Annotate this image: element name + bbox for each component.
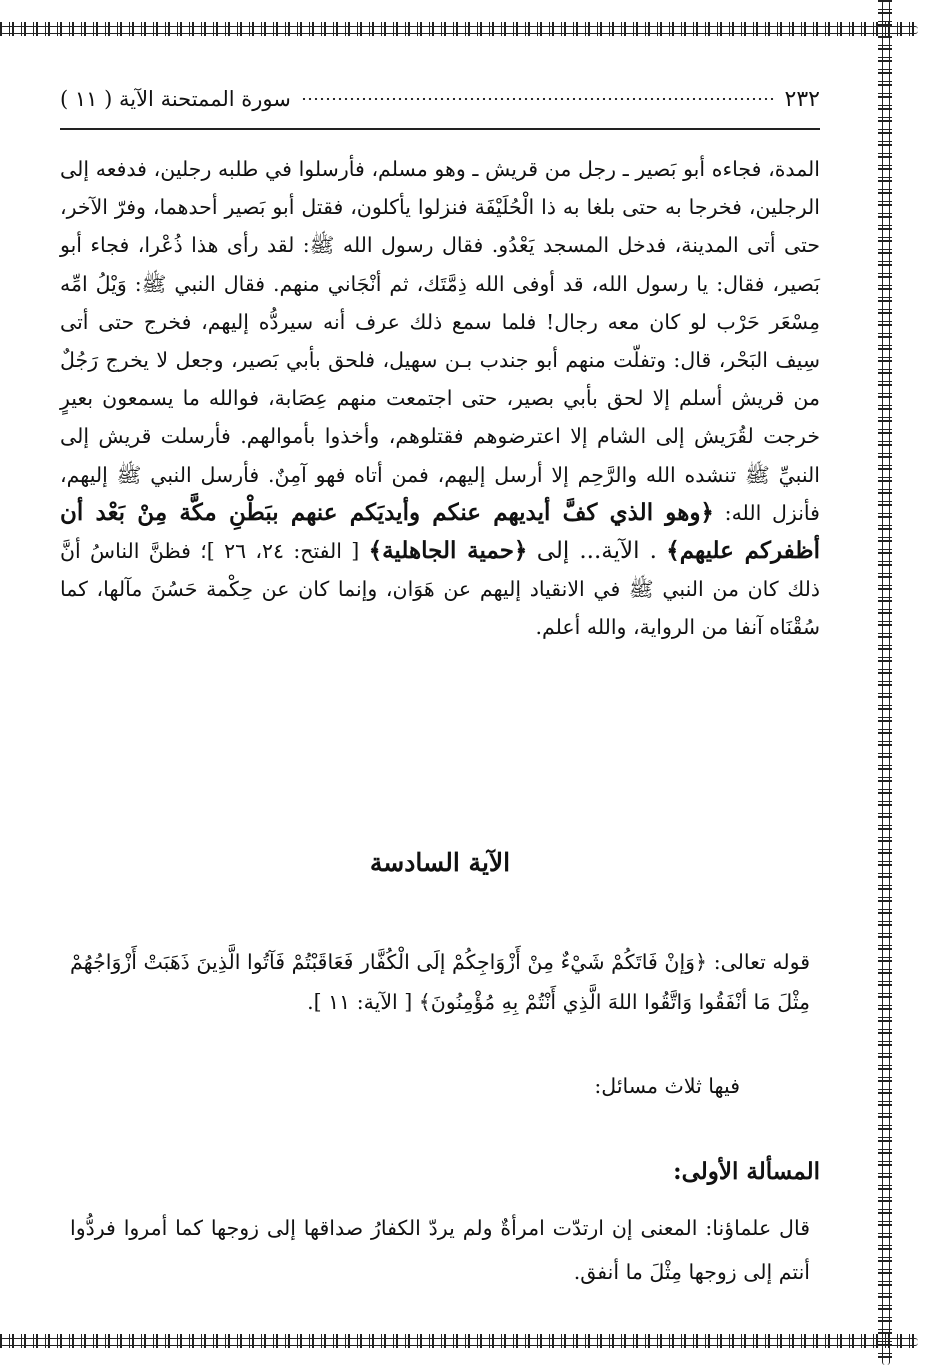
running-title: سورة الممتحنة الآية ( ١١ ) (60, 87, 291, 111)
paragraph-text-middle: . الآية... إلى (536, 538, 657, 565)
body-paragraph (60, 150, 820, 647)
issue-paragraph (70, 1206, 810, 1294)
running-header (60, 82, 820, 116)
ornamental-border-right (878, 0, 892, 1365)
quran-quote-2: ﴿حمية الجاهلية﴾ (368, 537, 528, 565)
issue-heading: المسألة الأولى: (673, 1158, 820, 1185)
verse-paragraph (70, 942, 810, 1022)
header-rule (60, 128, 820, 130)
quran-quote: ﴿وهو الذي كفَّ أيديهم عنكم وأيديَكم عنهم ببَطْنِ مكَّة مِنْ بَعْد أن أظفركم عليهم﴾ (60, 498, 820, 565)
verse-intro: قوله تعالى: (713, 950, 810, 974)
page-number: ٢٣٢ (784, 86, 820, 112)
paragraph-text-continued: [ الفتح: ٢٤، ٢٦ ]؛ فظنَّ الناسُ أنَّ ذلك كان من النبي ﷺ في الانقياد إليهم عن هَوَان، وإنما كان عن حِكْمة حَسُنَ مآلها، كما سُقْنَاه آنفا من الرواية، والله أعلم. (60, 539, 820, 640)
issues-count: فيها ثلاث مسائل: (594, 1074, 740, 1098)
paragraph-text: المدة، فجاءه أبو بَصير ـ رجل من قريش ـ وهو مسلم، فأرسلوا في طلبه رجلين، فدفعه إلى الرجلين، فخرجا به حتى بلغا به ذا الْحُلَيْفَة فنزلوا يأكلون، فقتل أبو بَصير أحدهما، وفرّ الآخر، حتى أتى المدينة، فدخل المسجد يَعْدُو. فقال رسول الله ﷺ: لقد رأى هذا ذُعْرا، فجاء أبو بَصير، فقال: يا رسول الله، قد أوفى الله ذِمَّتَك، ثم أنْجَاني منهم. فقال النبي ﷺ: وَيْلُ امِّه مِسْعَر حَرْب لو كان معه رجال! فلما سمع ذلك عرف أنه سيردُّه إليهم، فخرج حتى أتى سِيف البَحْر، قال: وتفلّت منهم أبو جندب بـن سهيل، فلحق بأبي بَصير، وجعل لا يخرج رَجُلٌ من قريش أسلم إلا لحق بأبي بصير، حتى اجتمعت منهم عِصَابة، فوالله ما يسمعون بعيرٍ خرجت لقُرَيش إلى الشام إلا اعترضوهم فقتلوهم، وأخذوا بأموالهم. فأرسلت قريش إلى النبيِّ ﷺ تنشده الله والرَّحِم إلا أرسل إليهم، فمن أتاه فهو آمِنٌ. فأرسل النبي ﷺ إليهم، فأنزل الله: (60, 157, 820, 525)
ornamental-border-bottom (0, 1334, 918, 1348)
verse-text: ﴿وَإنْ فَاتَكُمْ شَيْءٌ مِنْ أَزْوَاجِكُمْ إلَى الْكُفَّار فَعَاقَبْتُمْ فَآتُوا الَّذِينَ ذَهَبَتْ أَزْوَاجُهُمْ مِثْلَ مَا أنْفَقُوا وَاتَّقُوا اللهَ الَّذِي أَنْتُمْ بِهِ مُؤْمِنُونَ﴾ (70, 950, 810, 1014)
ornamental-border-top (0, 22, 918, 36)
section-heading: الآية السادسة (369, 848, 511, 877)
header-dot-leader (301, 98, 775, 100)
verse-reference: [ الآية: ١١ ]. (307, 990, 413, 1014)
issue-text: قال علماؤنا: المعنى إن ارتدّت امرأةٌ ولم يردّ الكفارُ صداقها إلى زوجها كما أمروا فردُّوا أنتم إلى زوجها مِثْلَ ما أنفق. (70, 1216, 810, 1284)
